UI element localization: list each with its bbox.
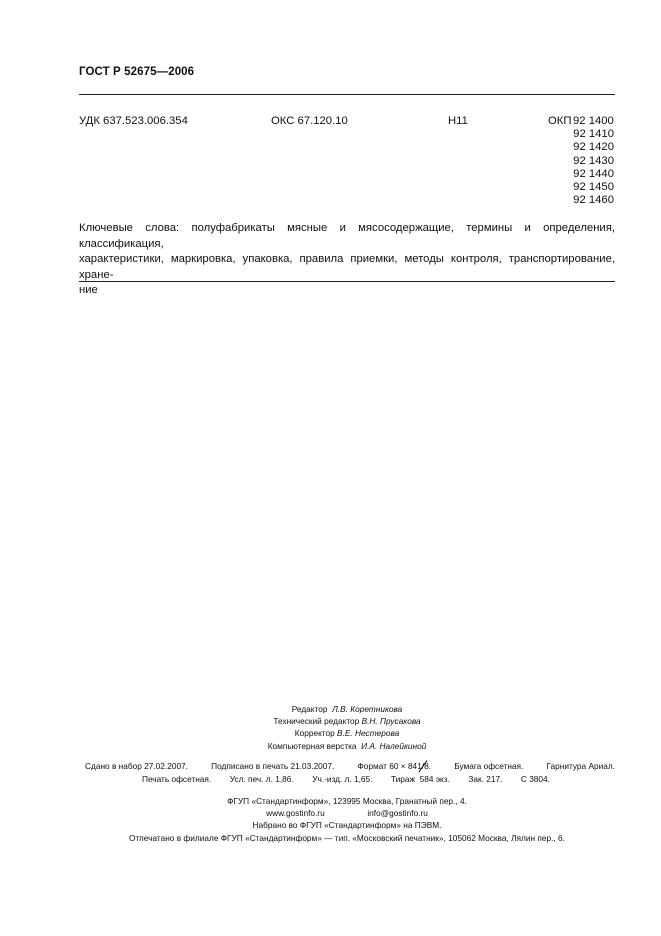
format-info [357,761,431,771]
credit-name: И.А. Налейкиной [361,740,427,751]
keywords-line: ние [79,284,98,296]
keywords-rule [79,281,615,282]
signed-date: Подписано в печать 21.03.2007. [211,761,335,771]
credit-role: Технический редактор [273,716,360,727]
format-fraction: 1/8 [417,761,429,771]
format-text: Формат 60 × 84 [357,761,418,771]
credit-role: Компьютерная верстка [267,740,357,751]
printing-type: Печать офсетная. [142,774,212,784]
submitted-date: Сдано в набор 27.02.2007. [85,761,188,771]
credit-name: В.Е. Нестерова [337,728,400,739]
keywords-paragraph [79,221,615,299]
okp-code: 92 1430 [573,154,614,167]
okp-code: 92 1440 [573,167,614,180]
okp-label: ОКП [548,115,572,127]
keywords-line: характеристики, маркировка, упаковка, правила приемки, методы контроля, транспортирование, хране- [79,253,615,281]
publisher-contacts [79,807,615,819]
udk-code: УДК 637.523.006.354 [79,115,188,127]
credit-role: Редактор [291,704,328,714]
publisher-website[interactable]: www.gostinfo.ru [266,808,325,819]
credit-line [79,715,615,727]
publication-line-2 [142,774,550,784]
typeset-note: Набрано во ФГУП «Стандартинформ» на ПЭВМ. [252,820,442,831]
header-rule [79,94,615,95]
group-code: Н11 [448,115,468,127]
publisher-email[interactable]: info@gostinfo.ru [367,808,428,819]
okp-code: 92 1450 [573,181,614,194]
print-run: Тираж 584 экз. [390,774,450,784]
credit-name: В.Н. Прусакова [361,716,421,727]
usl-sheets: Усл. печ. л. 1,86. [229,774,294,784]
paper-type: Бумага офсетная. [454,761,524,771]
publisher-imprint [79,795,615,844]
printed-note: Отпечатано в филиале ФГУП «Стандартинформ» — тип. «Московский печатник», 105062 Москва, Лялин пер., 6. [129,832,565,843]
publisher-address: ФГУП «Стандартинформ», 123995 Москва, Гранатный пер., 4. [227,796,467,806]
okp-code-first: 92 1400 [573,115,614,127]
format-suffix: . [428,761,432,771]
okp-code-list [566,128,614,208]
credit-name: Л.В. Коретникова [332,704,403,714]
code-number: С 3804. [520,774,550,784]
order-number: Зак. 217. [468,774,503,784]
standard-number: ГОСТ Р 52675—2006 [79,66,195,78]
credit-role: Корректор [294,728,335,739]
keywords-line: Ключевые слова: полуфабрикаты мясные и мясосодержащие, термины и определения, классификация, [79,222,615,250]
okp-code: 92 1460 [573,194,614,207]
editorial-credits [79,703,615,752]
uch-sheets: Уч.-изд. л. 1,65. [312,774,373,784]
credit-line [79,727,615,739]
credit-line [79,703,615,715]
publication-line-1 [85,761,615,771]
oks-code: ОКС 67.120.10 [271,115,348,127]
okp-code: 92 1410 [573,128,614,140]
credit-line [79,740,615,752]
okp-code: 92 1420 [573,141,614,154]
typeface: Гарнитура Ариал. [546,761,615,771]
